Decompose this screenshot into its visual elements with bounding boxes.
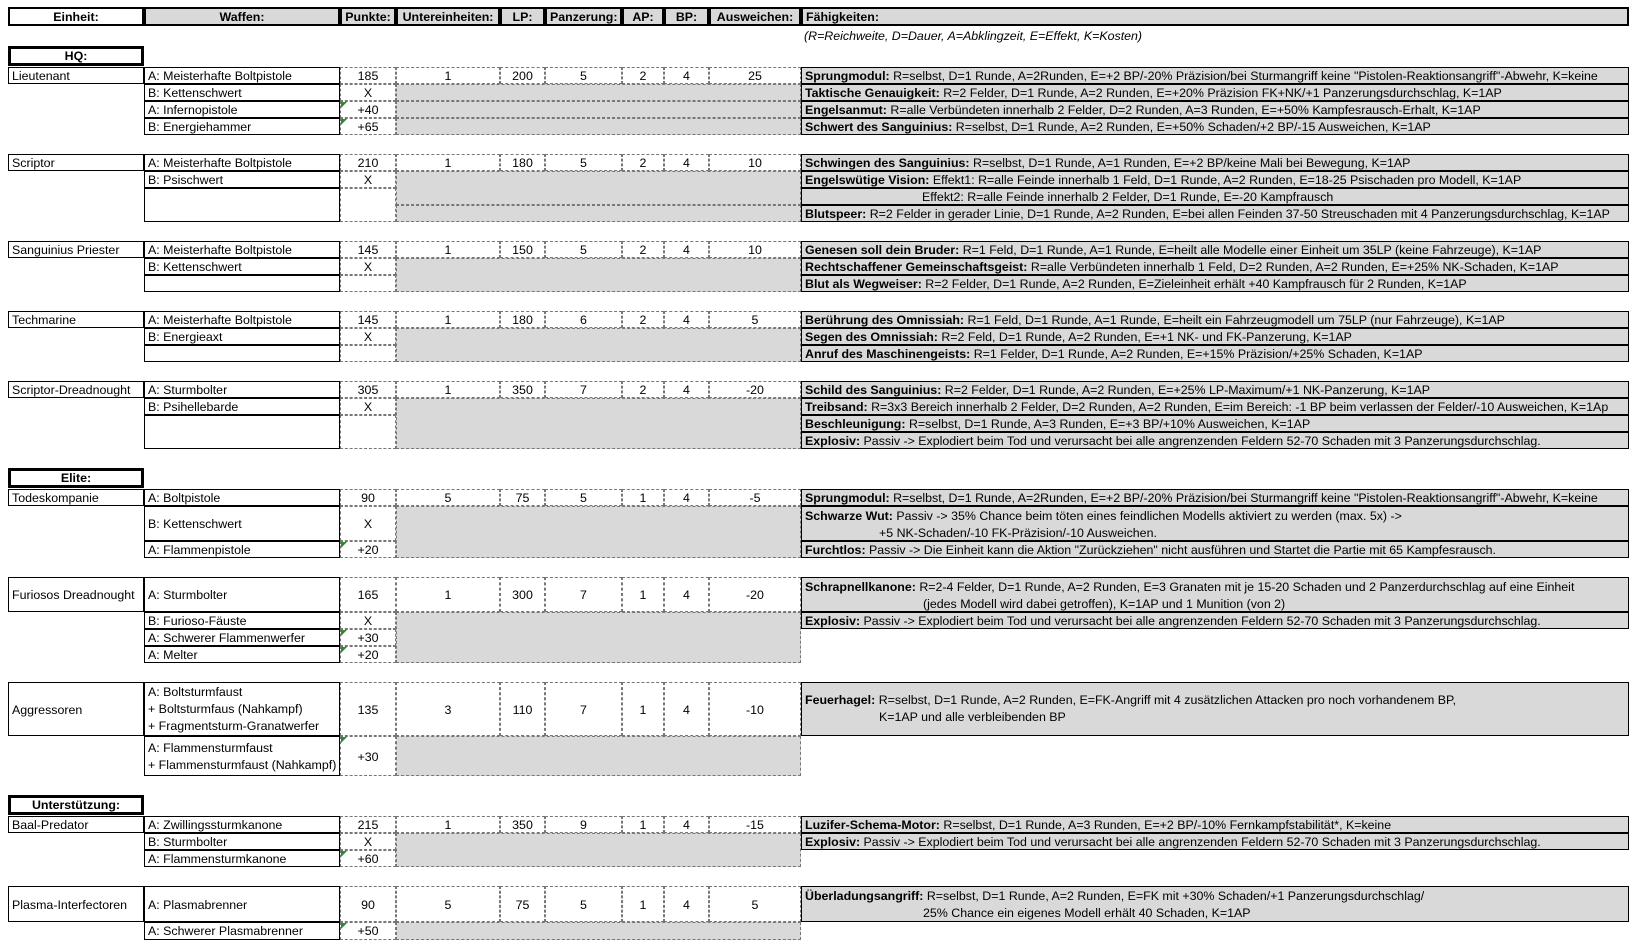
weapon-option: A: Flammenpistole <box>144 541 340 558</box>
ability-row <box>801 328 1629 345</box>
ability-text: R=2 Felder, D=1 Runde, A=2 Runden, E=Zieleinheit erhält +40 Kampfrausch für 2 Runden, K=1AP <box>925 277 1467 291</box>
points-value: 90 <box>340 886 396 922</box>
ap-value: 1 <box>622 577 664 612</box>
bp-value: 4 <box>664 886 709 922</box>
unit-name: Aggressoren <box>8 682 144 736</box>
ability-name: Engelsanmut: <box>805 103 887 117</box>
ability-name: Explosiv: <box>805 434 861 448</box>
subunits-value: 1 <box>396 381 500 398</box>
ability-name: Schrapnellkanone: <box>805 580 916 594</box>
points-value: 135 <box>340 682 396 736</box>
points-value: X <box>340 328 396 345</box>
lp-value: 350 <box>500 381 545 398</box>
ability-name: Beschleunigung: <box>805 417 906 431</box>
dodge-value: 10 <box>709 154 801 171</box>
header-einheit: Einheit: <box>8 7 144 26</box>
weapon-line: + Boltsturmfaus (Nahkampf) <box>148 702 303 716</box>
dodge-value: -15 <box>709 816 801 833</box>
weapon-option: B: Sturmbolter <box>144 833 340 850</box>
points-value: X <box>340 833 396 850</box>
weapon-empty <box>144 188 340 222</box>
ability-name: Explosiv: <box>805 835 861 849</box>
weapon-option: A: Meisterhafte Boltpistole <box>144 311 340 328</box>
ability-text: R=selbst, D=1 Runde, A=2 Runden, E=+50% Schaden/+2 BP/-15 Ausweichen, K=1AP <box>955 120 1431 134</box>
armor-value: 5 <box>545 886 622 922</box>
points-value: +60 <box>340 850 396 867</box>
bp-value: 4 <box>664 577 709 612</box>
ability-row <box>801 682 1629 736</box>
points-value: +20 <box>340 541 396 558</box>
empty-stat <box>396 506 801 558</box>
subunits-value: 5 <box>396 489 500 506</box>
ability-text: 25% Chance ein eigenes Modell erhält 40 Schaden, K=1AP <box>923 906 1251 920</box>
subunits-value: 1 <box>396 816 500 833</box>
weapon-option: A: Schwerer Plasmabrenner <box>144 922 340 940</box>
header-ausweichen: Ausweichen: <box>709 7 801 26</box>
points-value: 145 <box>340 311 396 328</box>
ability-text: R=selbst, D=1 Runde, A=2Runden, E=+2 BP/-20% Präzision/bei Sturmangriff keine "Pistolen-Reaktionsangriff"-Abwehr, K=keine <box>893 491 1598 505</box>
ability-row <box>801 171 1629 188</box>
dodge-value: 25 <box>709 67 801 84</box>
ability-row <box>801 205 1629 222</box>
dodge-value: -10 <box>709 682 801 736</box>
ability-text: +5 NK-Schaden/-10 FK-Präzision/-10 Ausweichen. <box>879 526 1157 540</box>
empty-stat <box>396 328 801 362</box>
points-value: 165 <box>340 577 396 612</box>
weapon-option: A: Sturmbolter <box>144 577 340 612</box>
ability-row <box>801 612 1629 629</box>
ability-text: R=2 Felder, D=1 Runde, A=2 Runden, E=+25% LP-Maximum/+1 NK-Panzerung, K=1AP <box>944 383 1431 397</box>
lp-value: 350 <box>500 816 545 833</box>
header-punkte: Punkte: <box>340 7 396 26</box>
header-untereinheiten: Untereinheiten: <box>396 7 500 26</box>
ability-row <box>801 816 1629 833</box>
empty-stat <box>396 171 801 205</box>
ability-name: Überladungsangriff: <box>805 889 924 903</box>
dodge-value: 5 <box>709 886 801 922</box>
weapon-option <box>144 682 340 736</box>
armor-value: 7 <box>545 381 622 398</box>
empty-stat <box>396 205 801 222</box>
ability-row <box>801 833 1629 850</box>
bp-value: 4 <box>664 816 709 833</box>
armor-value: 5 <box>545 241 622 258</box>
dodge-value: 5 <box>709 311 801 328</box>
ability-row <box>801 311 1629 328</box>
weapon-option: A: Boltpistole <box>144 489 340 506</box>
ability-row <box>801 489 1629 506</box>
points-value: +30 <box>340 736 396 776</box>
unit-name: Scriptor-Dreadnought <box>8 381 144 398</box>
points-value: X <box>340 84 396 101</box>
ability-text: R=alle Verbündeten innerhalb 2 Felder, D=2 Runden, A=3 Runden, E=+50% Kampfesrausch-Erhalt, K=1AP <box>890 103 1481 117</box>
ability-row <box>801 381 1629 398</box>
dodge-value: 10 <box>709 241 801 258</box>
empty-stat <box>396 922 801 940</box>
ability-name: Feuerhagel: <box>805 693 876 707</box>
ability-row <box>801 101 1629 118</box>
weapon-option: A: Schwerer Flammenwerfer <box>144 629 340 646</box>
bp-value: 4 <box>664 154 709 171</box>
lp-value: 180 <box>500 311 545 328</box>
ability-row <box>801 398 1629 415</box>
lp-value: 75 <box>500 489 545 506</box>
ability-text: Passiv -> Explodiert beim Tod und verursacht bei alle angrenzenden Feldern 52-70 Schaden mit 3 Panzerungsdurchschlag. <box>863 614 1541 628</box>
points-value: 90 <box>340 489 396 506</box>
bp-value: 4 <box>664 489 709 506</box>
ability-text: R=3x3 Bereich innerhalb 2 Felder, D=2 Runden, A=2 Runden, E=im Bereich: -1 BP beim verlassen der Felder/-10 Ausweichen, K=1Ap <box>871 400 1609 414</box>
dodge-value: -5 <box>709 489 801 506</box>
ability-row <box>801 345 1629 362</box>
ability-text: R=2 Feld, D=1 Runde, A=2 Runden, E=+1 NK- und FK-Panzerung, K=1AP <box>941 330 1352 344</box>
header-faehigkeiten: Fähigkeiten: <box>801 7 1629 26</box>
points-empty <box>340 415 396 449</box>
ability-row <box>801 577 1629 612</box>
subunits-value: 5 <box>396 886 500 922</box>
lp-value: 180 <box>500 154 545 171</box>
section-support: Unterstützung: <box>8 795 144 815</box>
weapon-option: A: Melter <box>144 646 340 663</box>
ability-text: R=selbst, D=1 Runde, A=3 Runden, E=+3 BP/+10% Ausweichen, K=1AP <box>908 417 1311 431</box>
points-value: +50 <box>340 922 396 940</box>
ability-text: R=selbst, D=1 Runde, A=2Runden, E=+2 BP/-20% Präzision/bei Sturmangriff keine "Pistolen-Reaktionsangriff"-Abwehr, K=keine <box>893 69 1598 83</box>
ability-name: Sprungmodul: <box>805 69 890 83</box>
points-value: X <box>340 171 396 188</box>
ap-value: 2 <box>622 311 664 328</box>
ability-name: Genesen soll dein Bruder: <box>805 243 960 257</box>
points-value: X <box>340 506 396 541</box>
points-value: 145 <box>340 241 396 258</box>
weapon-option: B: Energieaxt <box>144 328 340 345</box>
weapon-option: A: Sturmbolter <box>144 381 340 398</box>
header-panzerung: Panzerung: <box>545 7 622 26</box>
points-value: +65 <box>340 118 396 135</box>
weapon-option: A: Infernopistole <box>144 101 340 118</box>
weapon-line: A: Flammensturmfaust <box>148 741 273 755</box>
ability-name: Schild des Sanguinius: <box>805 383 942 397</box>
ability-text: (jedes Modell wird dabei getroffen), K=1AP und 1 Munition (von 2) <box>923 597 1286 611</box>
ability-name: Anruf des Maschinengeists: <box>805 347 971 361</box>
ability-name: Sprungmodul: <box>805 491 890 505</box>
weapon-option: B: Kettenschwert <box>144 84 340 101</box>
ability-row <box>801 275 1629 292</box>
bp-value: 4 <box>664 311 709 328</box>
points-value: X <box>340 258 396 275</box>
ability-row <box>801 415 1629 432</box>
ability-row <box>801 188 1629 205</box>
ability-text: R=selbst, D=1 Runde, A=1 Runden, E=+2 BP/keine Mali bei Bewegung, K=1AP <box>973 156 1411 170</box>
points-value: +30 <box>340 629 396 646</box>
subunits-value: 1 <box>396 154 500 171</box>
lp-value: 75 <box>500 886 545 922</box>
dodge-value: -20 <box>709 577 801 612</box>
bp-value: 4 <box>664 67 709 84</box>
ability-name: Engelswütige Vision: <box>805 173 930 187</box>
ap-value: 2 <box>622 154 664 171</box>
weapon-option: B: Psischwert <box>144 171 340 188</box>
unit-name: Techmarine <box>8 311 144 328</box>
subunits-value: 3 <box>396 682 500 736</box>
empty-stat <box>396 101 801 118</box>
ability-name: Segen des Omnissiah: <box>805 330 938 344</box>
ability-text: K=1AP und alle verbleibenden BP <box>879 710 1066 724</box>
ability-text: R=selbst, D=1 Runde, A=2 Runden, E=FK mit +30% Schaden/+1 Panzerungsdurchschlag/ <box>926 889 1425 903</box>
armor-value: 6 <box>545 311 622 328</box>
ability-text: Passiv -> Explodiert beim Tod und verursacht bei alle angrenzenden Feldern 52-70 Schaden mit 3 Panzerungsdurchschlag. <box>863 434 1541 448</box>
unit-name: Sanguinius Priester <box>8 241 144 258</box>
weapon-option: A: Meisterhafte Boltpistole <box>144 154 340 171</box>
unit-name: Scriptor <box>8 154 144 171</box>
ability-row <box>801 84 1629 101</box>
weapon-option: B: Psihellebarde <box>144 398 340 415</box>
ability-text: R=selbst, D=1 Runde, A=3 Runden, E=+2 BP/-10% Fernkampfstabilität*, K=keine <box>943 818 1392 832</box>
empty-stat <box>396 736 801 776</box>
points-value: 185 <box>340 67 396 84</box>
weapon-option <box>144 736 340 776</box>
lp-value: 110 <box>500 682 545 736</box>
ap-value: 2 <box>622 67 664 84</box>
ability-text: R=1 Felder, D=1 Runde, A=2 Runden, E=+15% Präzision/+25% Schaden, K=1AP <box>973 347 1423 361</box>
ability-name: Luzifer-Schema-Motor: <box>805 818 940 832</box>
ability-name: Schwarze Wut: <box>805 509 893 523</box>
unit-name: Lieutenant <box>8 67 144 84</box>
ability-text: R=selbst, D=1 Runde, A=2 Runden, E=FK-Angriff mit 4 zusätzlichen Attacken pro noch vorhandenem BP, <box>878 693 1457 707</box>
points-empty <box>340 188 396 222</box>
ap-value: 2 <box>622 241 664 258</box>
ability-text: Effekt1: R=alle Feinde innerhalb 1 Feld, D=1 Runde, A=2 Runden, E=18-25 Psischaden pro Modell, K=1AP <box>932 173 1522 187</box>
ap-value: 2 <box>622 381 664 398</box>
points-empty <box>340 345 396 362</box>
points-value: 210 <box>340 154 396 171</box>
section-elite: Elite: <box>8 468 144 488</box>
weapon-option: B: Furioso-Fäuste <box>144 612 340 629</box>
ability-name: Explosiv: <box>805 614 861 628</box>
ability-row <box>801 541 1629 558</box>
empty-stat <box>396 118 801 135</box>
points-value: 215 <box>340 816 396 833</box>
weapon-empty <box>144 415 340 449</box>
empty-stat <box>396 398 801 449</box>
armor-value: 5 <box>545 67 622 84</box>
points-value: +40 <box>340 101 396 118</box>
points-empty <box>340 275 396 292</box>
ability-name: Blut als Wegweiser: <box>805 277 922 291</box>
weapon-empty <box>144 275 340 292</box>
ability-text: Passiv -> 35% Chance beim töten eines feindlichen Modells aktiviert zu werden (max. 5x) -> <box>896 509 1402 523</box>
weapon-option: A: Plasmabrenner <box>144 886 340 922</box>
ability-text: R=alle Verbündeten innerhalb 1 Feld, D=2 Runden, A=2 Runden, E=+25% NK-Schaden, K=1AP <box>1030 260 1559 274</box>
lp-value: 150 <box>500 241 545 258</box>
ability-name: Furchtlos: <box>805 543 866 557</box>
empty-stat <box>396 84 801 101</box>
subunits-value: 1 <box>396 311 500 328</box>
section-hq: HQ: <box>8 46 144 66</box>
ability-row <box>801 506 1629 541</box>
lp-value: 300 <box>500 577 545 612</box>
empty-stat <box>396 833 801 867</box>
weapon-empty <box>144 345 340 362</box>
bp-value: 4 <box>664 241 709 258</box>
dodge-value: -20 <box>709 381 801 398</box>
weapon-option: B: Kettenschwert <box>144 506 340 541</box>
ability-row <box>801 432 1629 449</box>
subunits-value: 1 <box>396 577 500 612</box>
ability-row <box>801 154 1629 171</box>
weapon-line: + Fragmentsturm-Granatwerfer <box>148 719 320 733</box>
header-ap: AP: <box>622 7 664 26</box>
empty-stat <box>396 258 801 292</box>
ability-row <box>801 67 1629 84</box>
ability-name: Treibsand: <box>805 400 868 414</box>
ability-row <box>801 118 1629 135</box>
ability-name: Schwingen des Sanguinius: <box>805 156 970 170</box>
legend-note: (R=Reichweite, D=Dauer, A=Abklingzeit, E=Effekt, K=Kosten) <box>804 29 1143 43</box>
ability-name: Rechtschaffener Gemeinschaftsgeist: <box>805 260 1028 274</box>
ability-row <box>801 886 1629 922</box>
weapon-option: B: Kettenschwert <box>144 258 340 275</box>
unit-name: Furiosos Dreadnought <box>8 577 144 612</box>
bp-value: 4 <box>664 381 709 398</box>
armor-value: 7 <box>545 682 622 736</box>
points-value: +20 <box>340 646 396 663</box>
ability-name: Blutspeer: <box>805 207 867 221</box>
weapon-line: + Flammensturmfaust (Nahkampf) <box>148 758 337 772</box>
armor-value: 7 <box>545 577 622 612</box>
ability-text: R=1 Feld, D=1 Runde, A=1 Runde, E=heilt alle Modelle einer Einheit um 35LP (keine Fahrzeuge), K=1AP <box>962 243 1542 257</box>
armor-value: 5 <box>545 154 622 171</box>
ability-name: Berührung des Omnissiah: <box>805 313 965 327</box>
ability-text: R=2 Felder in gerader Linie, D=1 Runde, A=2 Runden, E=bei allen Feinden 37-50 Streuschaden mit 4 Panzerungsdurchschlag, K=1AP <box>869 207 1610 221</box>
ability-text: Passiv -> Explodiert beim Tod und verursacht bei alle angrenzenden Feldern 52-70 Schaden mit 3 Panzerungsdurchschlag. <box>863 835 1541 849</box>
ap-value: 1 <box>622 489 664 506</box>
weapon-option: A: Meisterhafte Boltpistole <box>144 67 340 84</box>
armor-value: 5 <box>545 489 622 506</box>
ability-text: R=2-4 Felder, D=1 Runde, A=2 Runden, E=3 Granaten mit je 15-20 Schaden und 2 Panzerdurchschlag auf eine Einheit <box>919 580 1575 594</box>
points-value: 305 <box>340 381 396 398</box>
subunits-value: 1 <box>396 241 500 258</box>
lp-value: 200 <box>500 67 545 84</box>
empty-stat <box>396 612 801 663</box>
ap-value: 1 <box>622 886 664 922</box>
points-value: X <box>340 398 396 415</box>
unit-name: Todeskompanie <box>8 489 144 506</box>
ability-row <box>801 241 1629 258</box>
header-lp: LP: <box>500 7 545 26</box>
ability-name: Taktische Genauigkeit: <box>805 86 940 100</box>
bp-value: 4 <box>664 682 709 736</box>
header-bp: BP: <box>664 7 709 26</box>
ap-value: 1 <box>622 816 664 833</box>
ability-text: R=1 Feld, D=1 Runde, A=1 Runde, E=heilt ein Fahrzeugmodell um 75LP (nur Fahrzeuge), K=1AP <box>967 313 1505 327</box>
ability-text: R=2 Felder, D=1 Runde, A=2 Runden, E=+20% Präzision FK+NK/+1 Panzerungsdurchschlag, K=1AP <box>943 86 1502 100</box>
ability-name: Schwert des Sanguinius: <box>805 120 953 134</box>
armor-value: 9 <box>545 816 622 833</box>
weapon-option: B: Energiehammer <box>144 118 340 135</box>
subunits-value: 1 <box>396 67 500 84</box>
ap-value: 1 <box>622 682 664 736</box>
weapon-line: A: Boltsturmfaust <box>148 685 243 699</box>
header-waffen: Waffen: <box>144 7 340 26</box>
weapon-option: A: Flammensturmkanone <box>144 850 340 867</box>
ability-text: Effekt2: R=alle Feinde innerhalb 2 Felder, D=1 Runde, E=-20 Kampfrausch <box>922 190 1334 204</box>
points-value: X <box>340 612 396 629</box>
weapon-option: A: Meisterhafte Boltpistole <box>144 241 340 258</box>
ability-text: Passiv -> Die Einheit kann die Aktion "Zurückziehen" nicht ausführen und Startet die Partie mit 65 Kampfesrausch. <box>869 543 1496 557</box>
ability-row <box>801 258 1629 275</box>
weapon-option: A: Zwillingssturmkanone <box>144 816 340 833</box>
unit-name: Plasma-Interfectoren <box>8 886 144 922</box>
unit-name: Baal-Predator <box>8 816 144 833</box>
